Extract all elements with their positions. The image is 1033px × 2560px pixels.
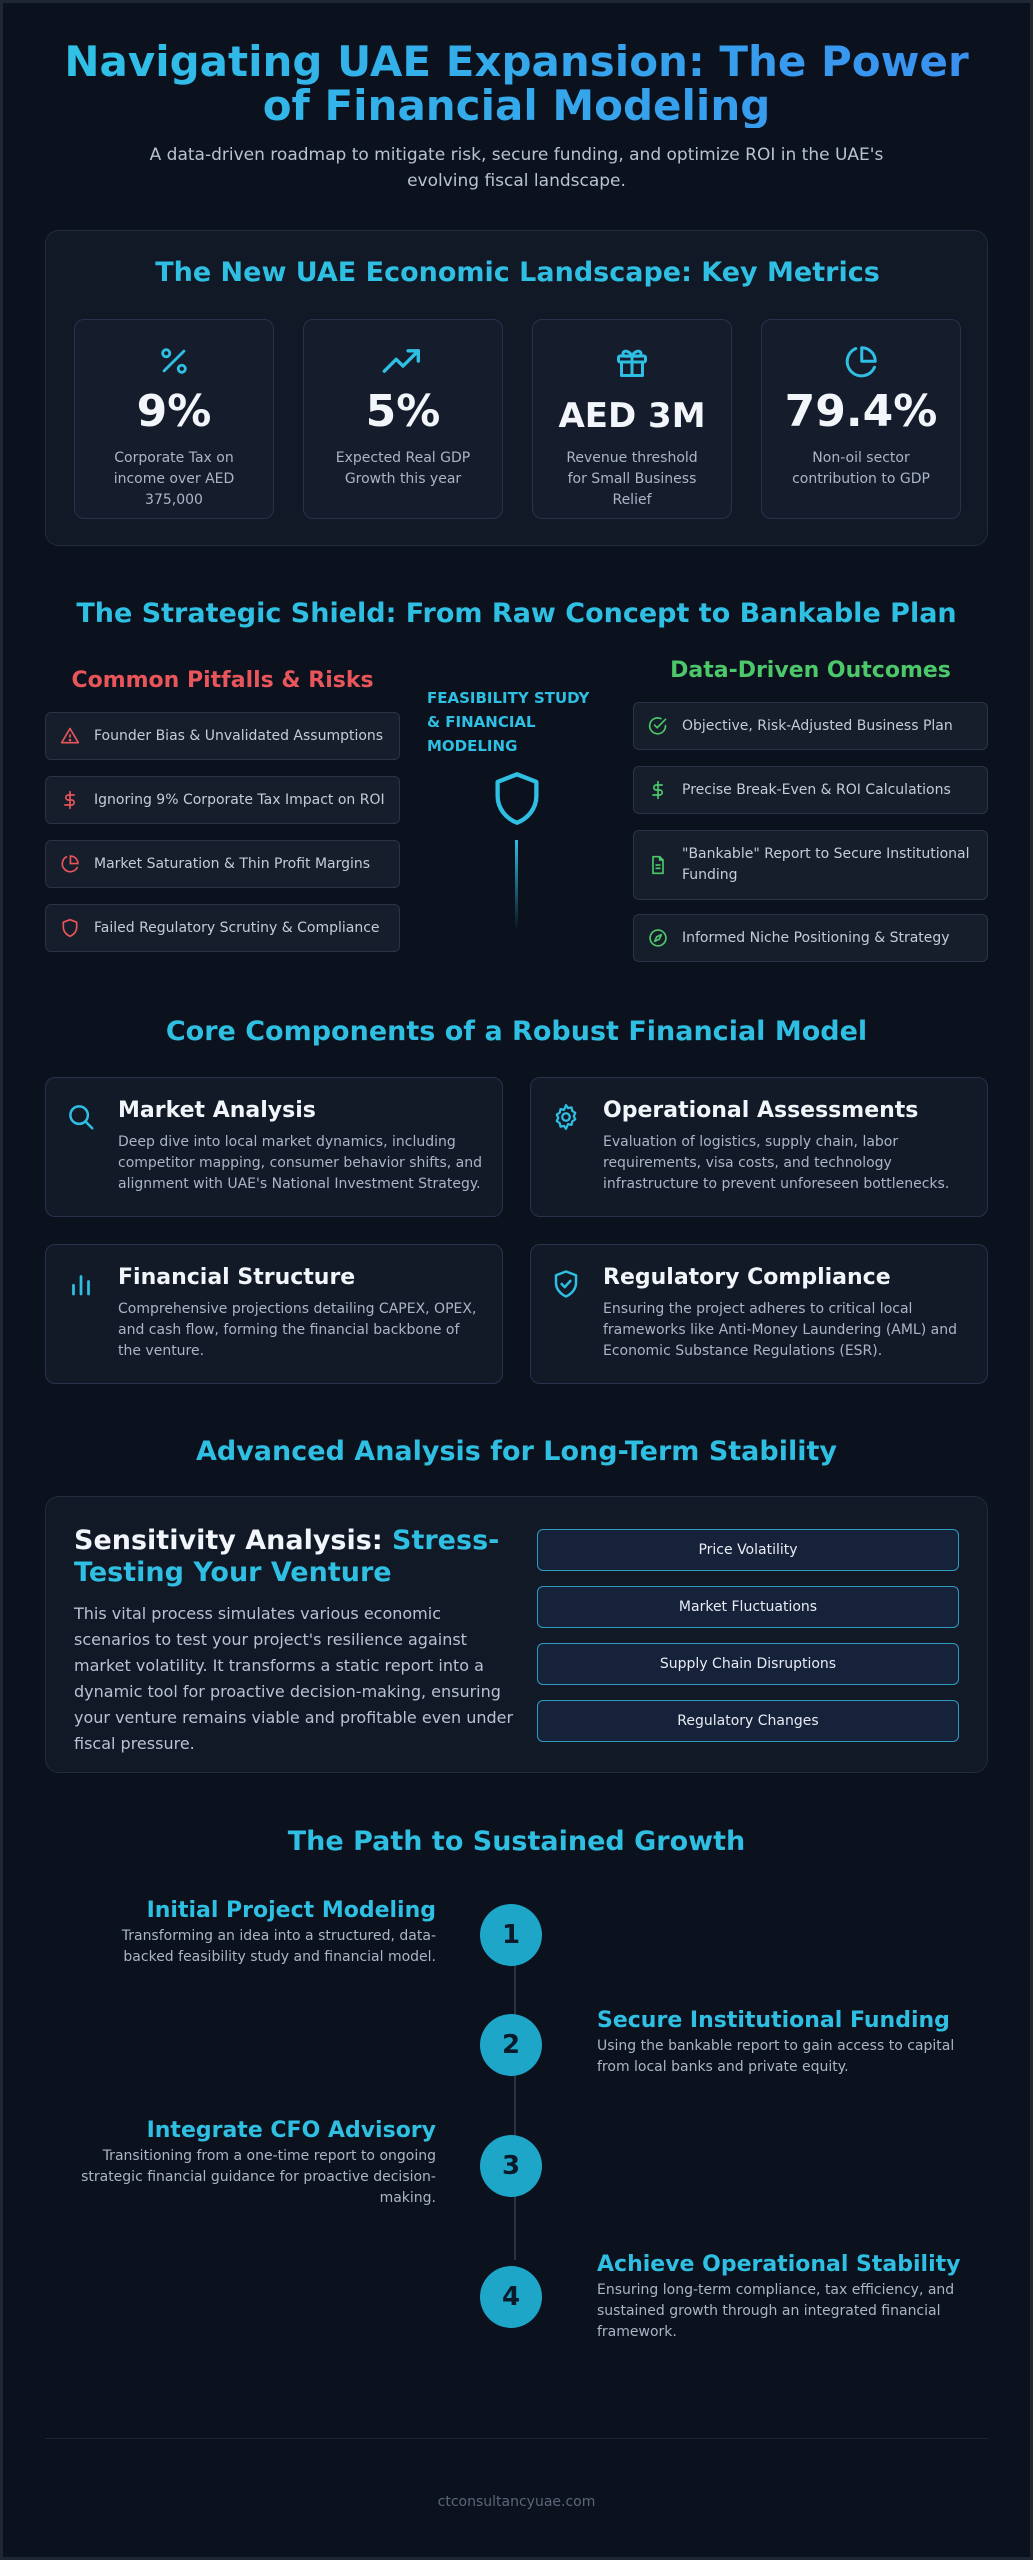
dollar-icon: [46, 790, 94, 810]
shield-icon: [491, 770, 543, 830]
warning-icon: [46, 726, 94, 746]
compass-icon: [634, 928, 682, 948]
pitfall-label: Ignoring 9% Corporate Tax Impact on ROI: [94, 791, 385, 808]
timeline-line: [514, 1960, 516, 2260]
component-desc: Comprehensive projections detailing CAPEX, OPEX, and cash flow, forming the financial backbone of the venture.: [118, 1301, 477, 1359]
component-desc: Evaluation of logistics, supply chain, labor requirements, visa costs, and technology infrastructure to prevent unforeseen bottlenecks.: [603, 1134, 950, 1192]
shield-icon: [46, 918, 94, 938]
metric-label: Corporate Tax on income over AED 375,000: [113, 450, 235, 508]
sensitivity-desc: This vital process simulates various economic scenarios to test your project's resilience against market volatility. It transforms a static report into a dynamic tool for proactive decision-making, ensuring your venture remains viable and profitable even under fiscal pressure.: [74, 1604, 514, 1753]
trending-up-icon: [304, 344, 502, 382]
metric-value: 5%: [365, 386, 441, 437]
metric-card: [761, 319, 961, 519]
component-title: Operational Assessments: [603, 1098, 919, 1123]
component-desc: Ensuring the project adheres to critical local frameworks like Anti-Money Laundering (AML) and Economic Substance Regulations (ESR).: [603, 1301, 957, 1359]
pitfall-item: [45, 712, 400, 760]
gift-icon: [533, 344, 731, 384]
timeline-step-title: Secure Institutional Funding: [597, 2008, 950, 2033]
outcome-label: Objective, Risk-Adjusted Business Plan: [682, 717, 953, 734]
footer-link[interactable]: ctconsultancyuae.com: [437, 2494, 596, 2510]
metric-card: [303, 319, 503, 519]
gear-icon: [551, 1102, 581, 1136]
timeline-node: 3: [480, 2135, 542, 2197]
factor-pill: Price Volatility: [537, 1529, 959, 1571]
outcome-item: [633, 914, 988, 962]
metric-label: Expected Real GDP Growth this year: [335, 450, 471, 487]
metric-card: [532, 319, 732, 519]
page-subtitle: A data-driven roadmap to mitigate risk, secure funding, and optimize ROI in the UAE's evolving fiscal landscape.: [149, 145, 884, 191]
metric-value: AED 3M: [558, 396, 706, 436]
timeline-step-desc: Using the bankable report to gain access to capital from local banks and private equity.: [597, 2038, 955, 2075]
sensitivity-heading: [74, 1525, 514, 1589]
factor-pill: Supply Chain Disruptions: [537, 1643, 959, 1685]
sensitivity-heading-highlight: Stress-Testing Your Venture: [74, 1525, 500, 1588]
outcome-label: Precise Break-Even & ROI Calculations: [682, 781, 951, 798]
pitfall-item: [45, 840, 400, 888]
timeline-step-title: Initial Project Modeling: [146, 1898, 436, 1923]
metrics-title: The New UAE Economic Landscape: Key Metrics: [155, 257, 880, 288]
outcome-item: [633, 830, 988, 900]
search-icon: [66, 1102, 96, 1136]
metric-label: Revenue threshold for Small Business Relief: [566, 450, 698, 508]
pie-chart-icon: [762, 344, 960, 384]
connector-line: [515, 840, 518, 930]
pitfall-label: Market Saturation & Thin Profit Margins: [94, 855, 371, 872]
shield-check-icon: [551, 1269, 581, 1303]
factor-pill: Regulatory Changes: [537, 1700, 959, 1742]
component-card: [45, 1244, 503, 1384]
timeline-step-desc: Transforming an idea into a structured, data-backed feasibility study and financial model.: [121, 1928, 436, 1965]
pitfall-label: Founder Bias & Unvalidated Assumptions: [94, 727, 384, 744]
outcome-item: [633, 766, 988, 814]
component-title: Financial Structure: [118, 1265, 356, 1290]
component-title: Market Analysis: [118, 1098, 316, 1123]
metric-label: Non-oil sector contribution to GDP: [792, 450, 930, 487]
metrics-panel: [45, 230, 988, 546]
metric-value: 9%: [136, 386, 212, 437]
document-icon: [634, 855, 682, 875]
timeline-node: 1: [480, 1904, 542, 1966]
sensitivity-heading-plain: Sensitivity Analysis:: [74, 1525, 393, 1556]
pitfalls-title: Common Pitfalls & Risks: [71, 668, 374, 693]
components-section-title: Core Components of a Robust Financial Model: [165, 1016, 868, 1047]
timeline-section-title: The Path to Sustained Growth: [287, 1826, 746, 1857]
timeline-node: 4: [480, 2266, 542, 2328]
feasibility-label: FEASIBILITY STUDY & FINANCIAL MODELING: [427, 689, 590, 755]
component-title: Regulatory Compliance: [603, 1265, 891, 1290]
outcome-label: "Bankable" Report to Secure Institutional Funding: [682, 846, 970, 883]
pitfall-item: [45, 904, 400, 952]
percent-icon: [75, 344, 273, 382]
metric-card: [74, 319, 274, 519]
shield-section-title: The Strategic Shield: From Raw Concept to Bankable Plan: [76, 598, 957, 629]
component-card: [530, 1244, 988, 1384]
component-desc: Deep dive into local market dynamics, including competitor mapping, consumer behavior shifts, and alignment with UAE's National Investment Strategy.: [118, 1134, 482, 1192]
metric-value: 79.4%: [784, 386, 938, 437]
outcomes-title: Data-Driven Outcomes: [670, 658, 951, 683]
analysis-section-title: Advanced Analysis for Long-Term Stability: [195, 1436, 837, 1467]
timeline-step-desc: Transitioning from a one-time report to ongoing strategic financial guidance for proactive decision-making.: [81, 2148, 436, 2206]
sensitivity-panel: [45, 1496, 988, 1773]
pitfall-label: Failed Regulatory Scrutiny & Compliance: [94, 919, 380, 936]
pie-chart-icon: [46, 854, 94, 874]
bar-chart-icon: [66, 1269, 96, 1303]
timeline-step-title: Integrate CFO Advisory: [146, 2118, 436, 2143]
footer-divider: [45, 2438, 988, 2439]
factor-pill: Market Fluctuations: [537, 1586, 959, 1628]
outcome-item: [633, 702, 988, 750]
timeline-step-desc: Ensuring long-term compliance, tax efficiency, and sustained growth through an integrated financial framework.: [597, 2282, 955, 2340]
component-card: [45, 1077, 503, 1217]
timeline-step-title: Achieve Operational Stability: [597, 2252, 961, 2277]
outcome-label: Informed Niche Positioning & Strategy: [682, 929, 950, 946]
dollar-icon: [634, 780, 682, 800]
timeline-node: 2: [480, 2014, 542, 2076]
page-title: Navigating UAE Expansion: The Power of Financial Modeling: [40, 40, 993, 128]
check-circle-icon: [634, 716, 682, 736]
component-card: [530, 1077, 988, 1217]
pitfall-item: [45, 776, 400, 824]
